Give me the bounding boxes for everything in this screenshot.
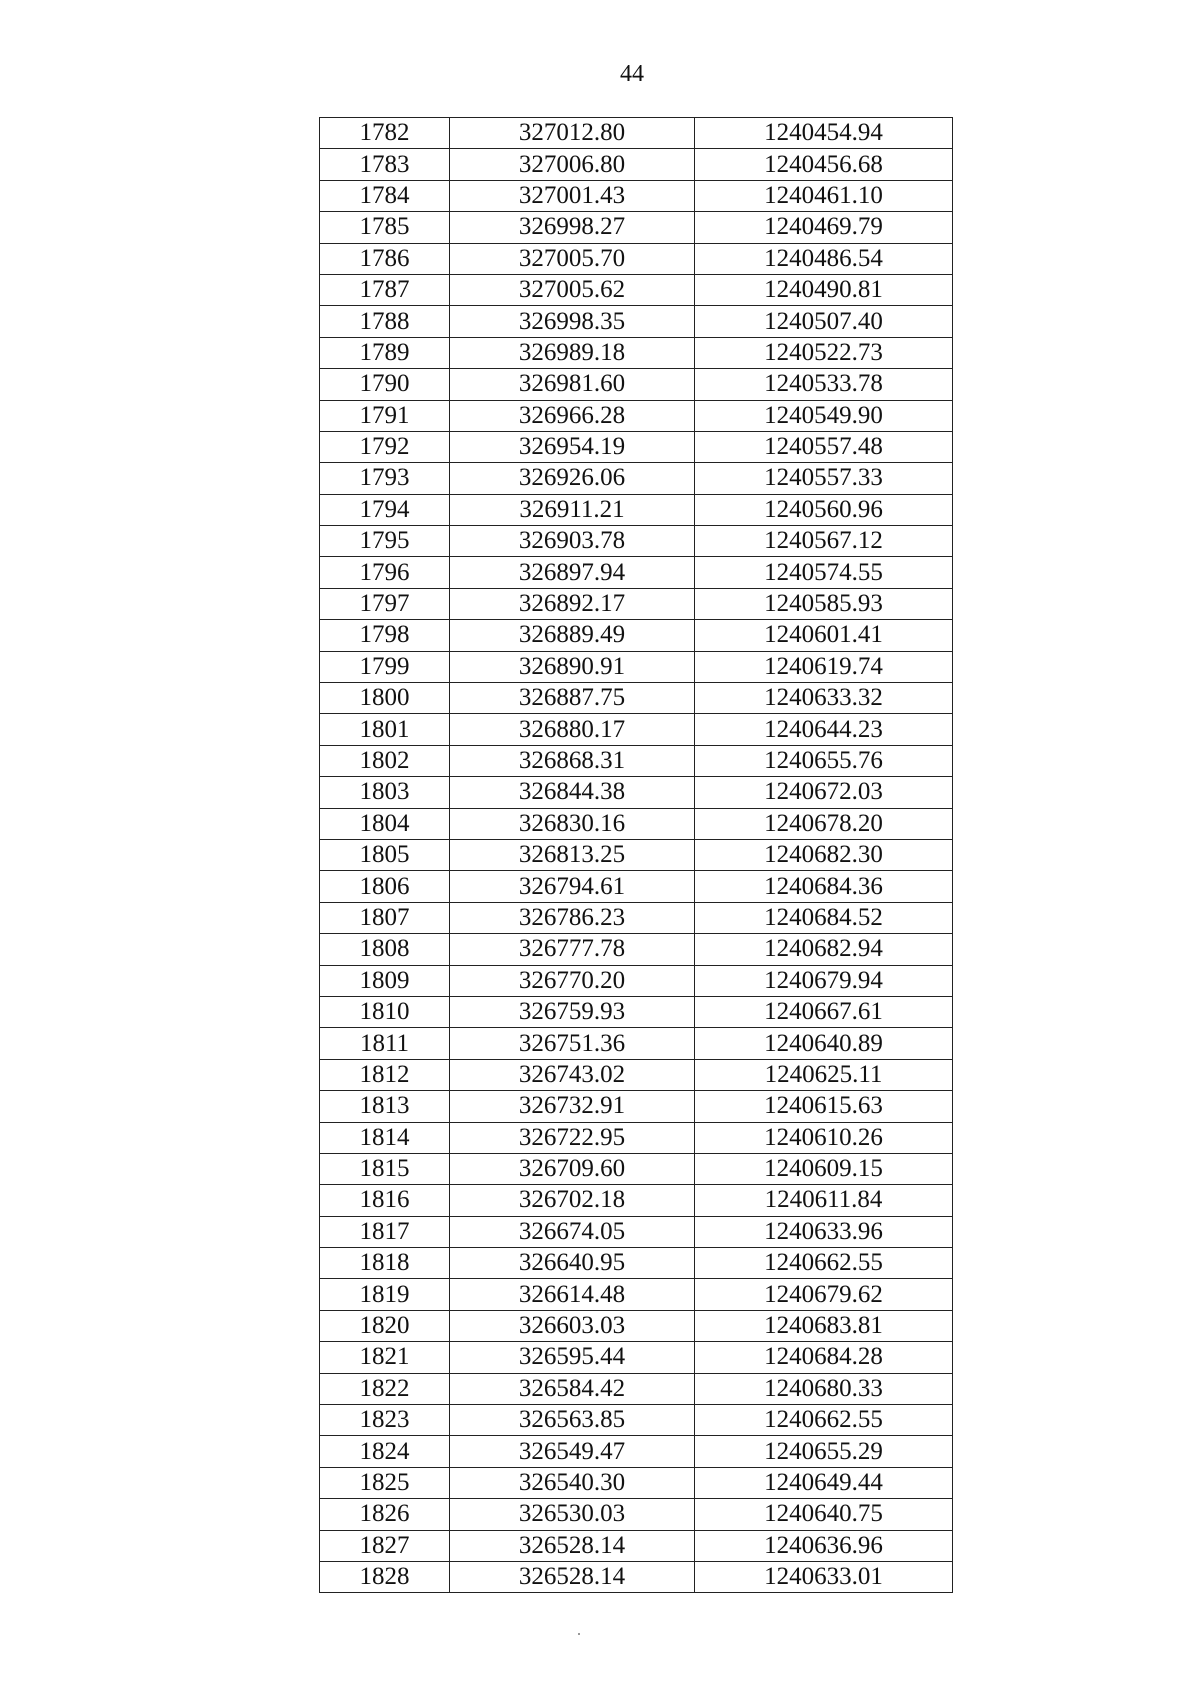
y-coordinate-cell: 1240684.52 — [695, 902, 953, 933]
point-number-cell: 1794 — [320, 494, 450, 525]
point-number-cell: 1808 — [320, 934, 450, 965]
y-coordinate-cell: 1240557.48 — [695, 431, 953, 462]
point-number-cell: 1825 — [320, 1467, 450, 1498]
y-coordinate-cell: 1240469.79 — [695, 212, 953, 243]
coordinates-table — [319, 117, 953, 1593]
y-coordinate-cell: 1240667.61 — [695, 996, 953, 1027]
point-number-cell: 1821 — [320, 1342, 450, 1373]
table-row — [320, 274, 953, 305]
y-coordinate-cell: 1240655.76 — [695, 745, 953, 776]
table-row — [320, 1059, 953, 1090]
table-row — [320, 494, 953, 525]
x-coordinate-cell: 326549.47 — [450, 1436, 695, 1467]
y-coordinate-cell: 1240672.03 — [695, 777, 953, 808]
y-coordinate-cell: 1240680.33 — [695, 1373, 953, 1404]
x-coordinate-cell: 326528.14 — [450, 1561, 695, 1592]
point-number-cell: 1803 — [320, 777, 450, 808]
x-coordinate-cell: 326751.36 — [450, 1028, 695, 1059]
y-coordinate-cell: 1240574.55 — [695, 557, 953, 588]
x-coordinate-cell: 326794.61 — [450, 871, 695, 902]
y-coordinate-cell: 1240611.84 — [695, 1185, 953, 1216]
point-number-cell: 1810 — [320, 996, 450, 1027]
table-row — [320, 1561, 953, 1592]
x-coordinate-cell: 326887.75 — [450, 683, 695, 714]
x-coordinate-cell: 326563.85 — [450, 1405, 695, 1436]
y-coordinate-cell: 1240454.94 — [695, 118, 953, 149]
point-number-cell: 1791 — [320, 400, 450, 431]
x-coordinate-cell: 326614.48 — [450, 1279, 695, 1310]
point-number-cell: 1818 — [320, 1248, 450, 1279]
table-row — [320, 337, 953, 368]
y-coordinate-cell: 1240456.68 — [695, 149, 953, 180]
table-row — [320, 1373, 953, 1404]
y-coordinate-cell: 1240640.89 — [695, 1028, 953, 1059]
point-number-cell: 1815 — [320, 1153, 450, 1184]
x-coordinate-cell: 326759.93 — [450, 996, 695, 1027]
point-number-cell: 1802 — [320, 745, 450, 776]
x-coordinate-cell: 326709.60 — [450, 1153, 695, 1184]
table-row — [320, 1122, 953, 1153]
x-coordinate-cell: 326584.42 — [450, 1373, 695, 1404]
y-coordinate-cell: 1240636.96 — [695, 1530, 953, 1561]
x-coordinate-cell: 326786.23 — [450, 902, 695, 933]
x-coordinate-cell: 326954.19 — [450, 431, 695, 462]
point-number-cell: 1788 — [320, 306, 450, 337]
table-row — [320, 934, 953, 965]
table-row — [320, 620, 953, 651]
table-row — [320, 651, 953, 682]
table-row — [320, 306, 953, 337]
point-number-cell: 1801 — [320, 714, 450, 745]
point-number-cell: 1826 — [320, 1499, 450, 1530]
x-coordinate-cell: 326595.44 — [450, 1342, 695, 1373]
table-row — [320, 902, 953, 933]
y-coordinate-cell: 1240557.33 — [695, 463, 953, 494]
point-number-cell: 1820 — [320, 1310, 450, 1341]
y-coordinate-cell: 1240644.23 — [695, 714, 953, 745]
table-row — [320, 1342, 953, 1373]
x-coordinate-cell: 326998.35 — [450, 306, 695, 337]
table-row — [320, 777, 953, 808]
x-coordinate-cell: 326722.95 — [450, 1122, 695, 1153]
table-row — [320, 1310, 953, 1341]
y-coordinate-cell: 1240490.81 — [695, 274, 953, 305]
x-coordinate-cell: 326732.91 — [450, 1091, 695, 1122]
x-coordinate-cell: 326844.38 — [450, 777, 695, 808]
table-row — [320, 1153, 953, 1184]
x-coordinate-cell: 326998.27 — [450, 212, 695, 243]
point-number-cell: 1813 — [320, 1091, 450, 1122]
point-number-cell: 1809 — [320, 965, 450, 996]
page-mark — [578, 1633, 580, 1635]
y-coordinate-cell: 1240679.94 — [695, 965, 953, 996]
table-row — [320, 1185, 953, 1216]
x-coordinate-cell: 326911.21 — [450, 494, 695, 525]
coordinates-table-body — [320, 118, 953, 1593]
table-row — [320, 1405, 953, 1436]
x-coordinate-cell: 327005.70 — [450, 243, 695, 274]
table-row — [320, 118, 953, 149]
y-coordinate-cell: 1240640.75 — [695, 1499, 953, 1530]
table-row — [320, 431, 953, 462]
y-coordinate-cell: 1240461.10 — [695, 180, 953, 211]
x-coordinate-cell: 326897.94 — [450, 557, 695, 588]
y-coordinate-cell: 1240560.96 — [695, 494, 953, 525]
table-row — [320, 149, 953, 180]
point-number-cell: 1787 — [320, 274, 450, 305]
point-number-cell: 1816 — [320, 1185, 450, 1216]
table-row — [320, 180, 953, 211]
x-coordinate-cell: 326966.28 — [450, 400, 695, 431]
x-coordinate-cell: 327012.80 — [450, 118, 695, 149]
y-coordinate-cell: 1240585.93 — [695, 588, 953, 619]
table-row — [320, 1467, 953, 1498]
x-coordinate-cell: 326603.03 — [450, 1310, 695, 1341]
x-coordinate-cell: 326528.14 — [450, 1530, 695, 1561]
x-coordinate-cell: 326777.78 — [450, 934, 695, 965]
y-coordinate-cell: 1240633.01 — [695, 1561, 953, 1592]
x-coordinate-cell: 327005.62 — [450, 274, 695, 305]
x-coordinate-cell: 326889.49 — [450, 620, 695, 651]
x-coordinate-cell: 326981.60 — [450, 369, 695, 400]
x-coordinate-cell: 326640.95 — [450, 1248, 695, 1279]
y-coordinate-cell: 1240682.94 — [695, 934, 953, 965]
x-coordinate-cell: 326868.31 — [450, 745, 695, 776]
table-row — [320, 526, 953, 557]
y-coordinate-cell: 1240684.36 — [695, 871, 953, 902]
point-number-cell: 1811 — [320, 1028, 450, 1059]
x-coordinate-cell: 326926.06 — [450, 463, 695, 494]
x-coordinate-cell: 327006.80 — [450, 149, 695, 180]
table-row — [320, 965, 953, 996]
table-row — [320, 1248, 953, 1279]
x-coordinate-cell: 326892.17 — [450, 588, 695, 619]
table-row — [320, 243, 953, 274]
table-row — [320, 557, 953, 588]
point-number-cell: 1783 — [320, 149, 450, 180]
table-row — [320, 839, 953, 870]
point-number-cell: 1817 — [320, 1216, 450, 1247]
y-coordinate-cell: 1240655.29 — [695, 1436, 953, 1467]
y-coordinate-cell: 1240682.30 — [695, 839, 953, 870]
y-coordinate-cell: 1240678.20 — [695, 808, 953, 839]
x-coordinate-cell: 326903.78 — [450, 526, 695, 557]
x-coordinate-cell: 327001.43 — [450, 180, 695, 211]
table-row — [320, 212, 953, 243]
x-coordinate-cell: 326540.30 — [450, 1467, 695, 1498]
table-row — [320, 996, 953, 1027]
y-coordinate-cell: 1240684.28 — [695, 1342, 953, 1373]
point-number-cell: 1782 — [320, 118, 450, 149]
table-row — [320, 463, 953, 494]
table-row — [320, 808, 953, 839]
point-number-cell: 1823 — [320, 1405, 450, 1436]
point-number-cell: 1806 — [320, 871, 450, 902]
table-row — [320, 1530, 953, 1561]
point-number-cell: 1795 — [320, 526, 450, 557]
x-coordinate-cell: 326989.18 — [450, 337, 695, 368]
y-coordinate-cell: 1240609.15 — [695, 1153, 953, 1184]
y-coordinate-cell: 1240625.11 — [695, 1059, 953, 1090]
y-coordinate-cell: 1240633.96 — [695, 1216, 953, 1247]
point-number-cell: 1827 — [320, 1530, 450, 1561]
table-row — [320, 1436, 953, 1467]
y-coordinate-cell: 1240649.44 — [695, 1467, 953, 1498]
point-number-cell: 1798 — [320, 620, 450, 651]
x-coordinate-cell: 326830.16 — [450, 808, 695, 839]
x-coordinate-cell: 326674.05 — [450, 1216, 695, 1247]
y-coordinate-cell: 1240662.55 — [695, 1248, 953, 1279]
point-number-cell: 1790 — [320, 369, 450, 400]
y-coordinate-cell: 1240522.73 — [695, 337, 953, 368]
y-coordinate-cell: 1240549.90 — [695, 400, 953, 431]
table-row — [320, 1216, 953, 1247]
y-coordinate-cell: 1240615.63 — [695, 1091, 953, 1122]
y-coordinate-cell: 1240683.81 — [695, 1310, 953, 1341]
point-number-cell: 1785 — [320, 212, 450, 243]
point-number-cell: 1786 — [320, 243, 450, 274]
y-coordinate-cell: 1240601.41 — [695, 620, 953, 651]
table-row — [320, 369, 953, 400]
y-coordinate-cell: 1240533.78 — [695, 369, 953, 400]
point-number-cell: 1805 — [320, 839, 450, 870]
point-number-cell: 1796 — [320, 557, 450, 588]
table-row — [320, 1279, 953, 1310]
table-row — [320, 1091, 953, 1122]
x-coordinate-cell: 326702.18 — [450, 1185, 695, 1216]
table-row — [320, 871, 953, 902]
y-coordinate-cell: 1240619.74 — [695, 651, 953, 682]
x-coordinate-cell: 326813.25 — [450, 839, 695, 870]
y-coordinate-cell: 1240679.62 — [695, 1279, 953, 1310]
point-number-cell: 1824 — [320, 1436, 450, 1467]
point-number-cell: 1807 — [320, 902, 450, 933]
point-number-cell: 1800 — [320, 683, 450, 714]
x-coordinate-cell: 326880.17 — [450, 714, 695, 745]
table-row — [320, 714, 953, 745]
point-number-cell: 1804 — [320, 808, 450, 839]
x-coordinate-cell: 326530.03 — [450, 1499, 695, 1530]
page-number: 44 — [620, 61, 644, 87]
point-number-cell: 1814 — [320, 1122, 450, 1153]
point-number-cell: 1812 — [320, 1059, 450, 1090]
point-number-cell: 1828 — [320, 1561, 450, 1592]
y-coordinate-cell: 1240662.55 — [695, 1405, 953, 1436]
y-coordinate-cell: 1240610.26 — [695, 1122, 953, 1153]
x-coordinate-cell: 326743.02 — [450, 1059, 695, 1090]
table-row — [320, 400, 953, 431]
table-row — [320, 1499, 953, 1530]
table-row — [320, 588, 953, 619]
x-coordinate-cell: 326890.91 — [450, 651, 695, 682]
point-number-cell: 1799 — [320, 651, 450, 682]
y-coordinate-cell: 1240567.12 — [695, 526, 953, 557]
table-row — [320, 745, 953, 776]
point-number-cell: 1789 — [320, 337, 450, 368]
y-coordinate-cell: 1240486.54 — [695, 243, 953, 274]
table-row — [320, 1028, 953, 1059]
point-number-cell: 1819 — [320, 1279, 450, 1310]
y-coordinate-cell: 1240507.40 — [695, 306, 953, 337]
point-number-cell: 1793 — [320, 463, 450, 494]
point-number-cell: 1784 — [320, 180, 450, 211]
x-coordinate-cell: 326770.20 — [450, 965, 695, 996]
point-number-cell: 1822 — [320, 1373, 450, 1404]
y-coordinate-cell: 1240633.32 — [695, 683, 953, 714]
point-number-cell: 1792 — [320, 431, 450, 462]
table-row — [320, 683, 953, 714]
point-number-cell: 1797 — [320, 588, 450, 619]
